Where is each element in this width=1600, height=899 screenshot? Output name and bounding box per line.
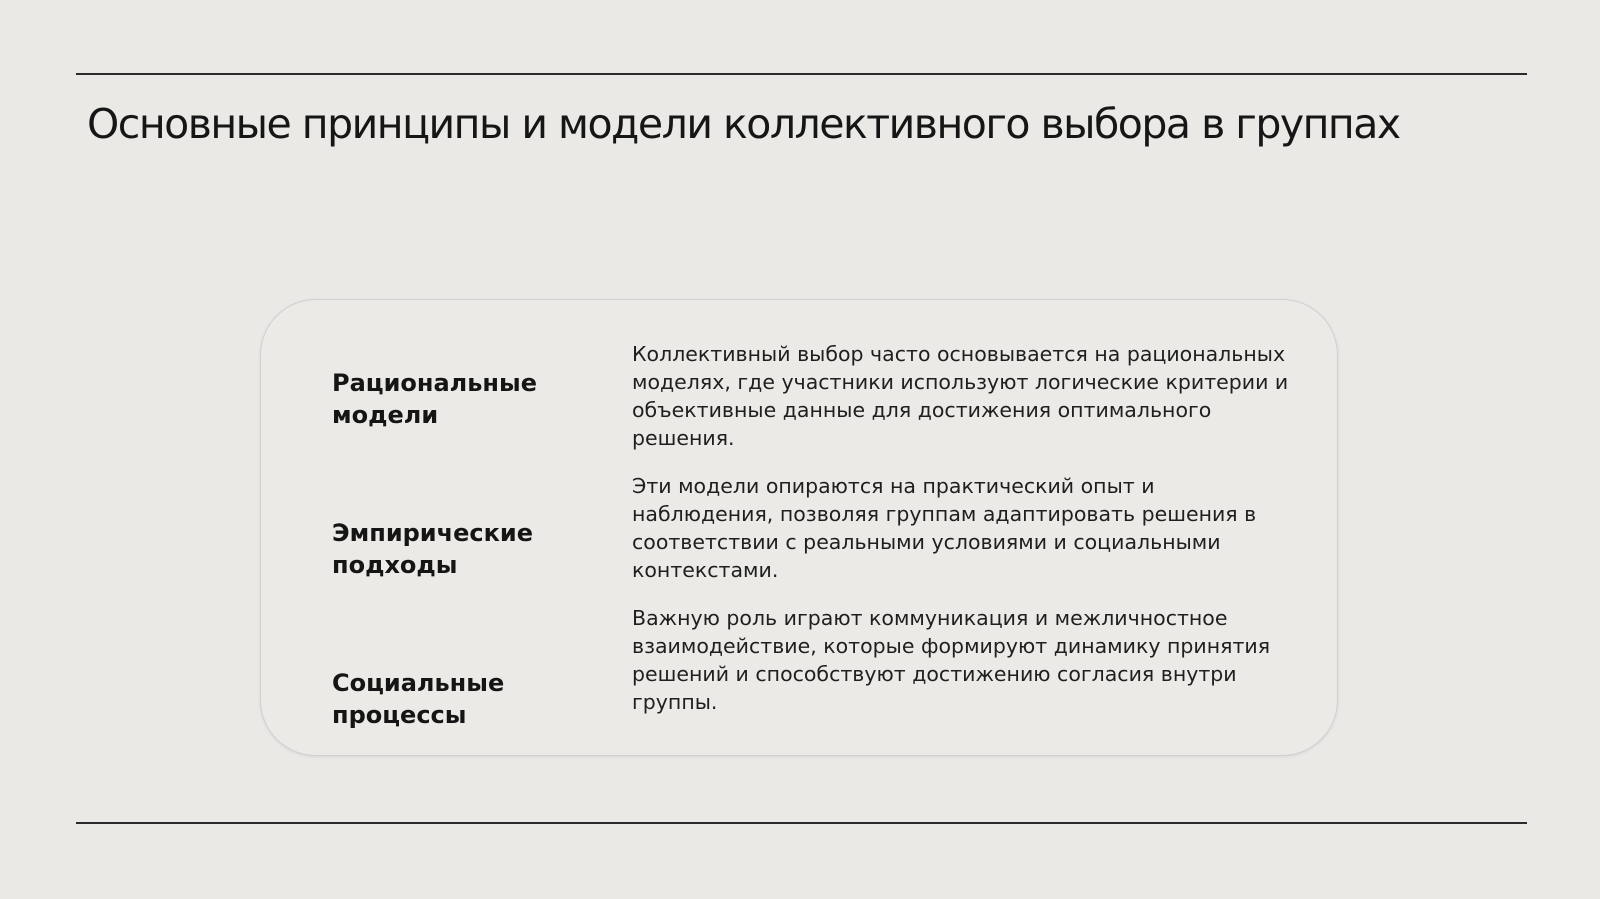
bottom-divider [76, 822, 1527, 824]
principle-term: Рациональные модели [332, 369, 537, 429]
slide-title: Основные принципы и модели коллективного выбора в группах [87, 100, 1400, 148]
principle-description: Коллективный выбор часто основывается на рациональных моделях, где участники используют логические критерии и объективные данные для достижения оптимального решения. [632, 342, 1289, 450]
principles-card [260, 299, 1338, 756]
principle-term: Социальные процессы [332, 669, 505, 729]
principle-description: Эти модели опираются на практический опыт и наблюдения, позволяя группам адаптировать решения в соответствии с реальными условиями и социальными контекстами. [632, 474, 1257, 582]
top-divider [76, 73, 1527, 75]
principle-term: Эмпирические подходы [332, 519, 533, 579]
principle-description: Важную роль играют коммуникация и межличностное взаимодействие, которые формируют динамику принятия решений и способствуют достижению согласия внутри группы. [632, 606, 1271, 714]
